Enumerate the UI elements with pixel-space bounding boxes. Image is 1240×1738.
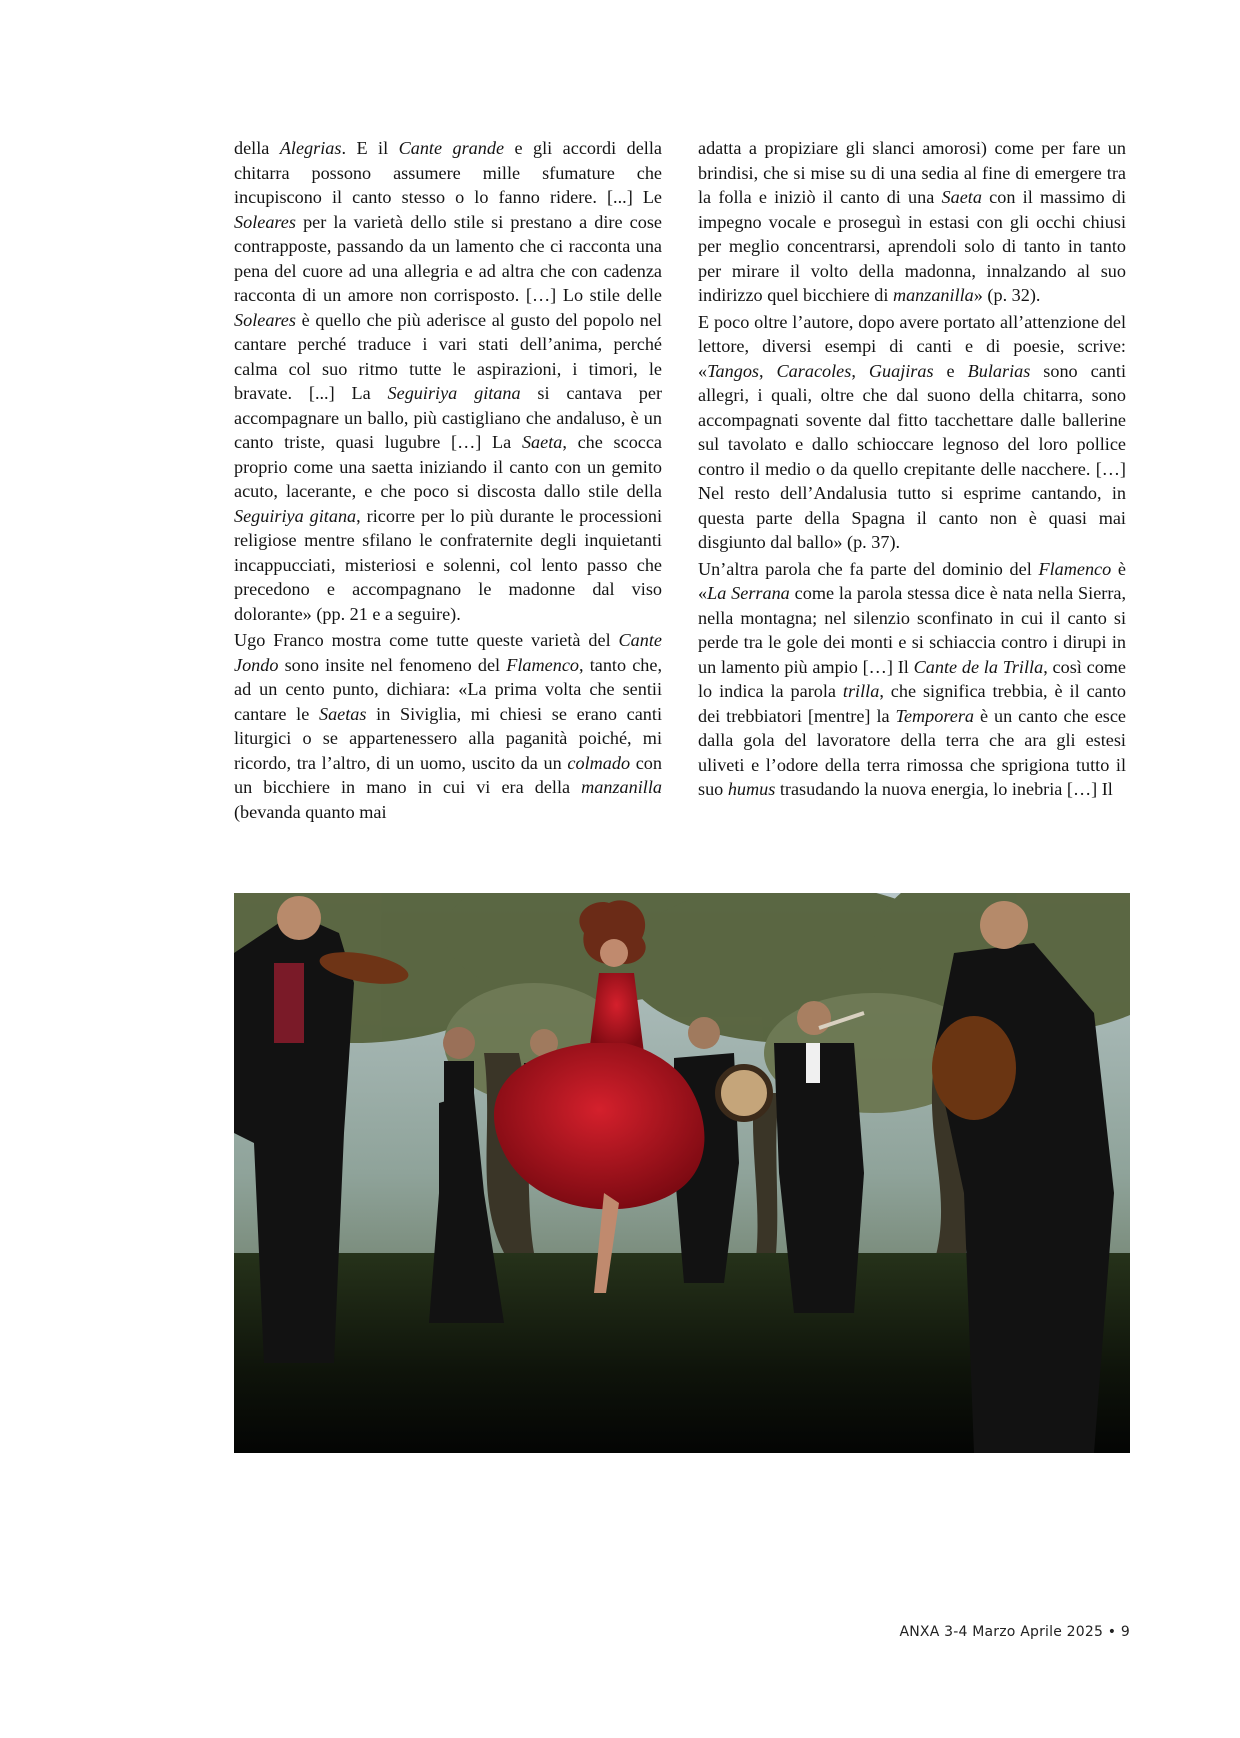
paragraph — [698, 557, 1126, 802]
text-column-left — [234, 136, 662, 824]
text-run: Ugo Franco mostra come tutte queste varietà del — [234, 630, 619, 650]
text-run: trasudando la nuova energia, lo inebria […] Il — [775, 779, 1113, 799]
text-run: , che scocca proprio come una saetta iniziando il canto con un gemito acuto, lacerante, e che poco si discosta dallo stile della — [234, 432, 663, 501]
italic-term: La Serrana — [707, 583, 790, 603]
text-run: , così come lo indica la parola — [698, 656, 1127, 701]
text-run: sono insite nel fenomeno del — [278, 654, 507, 675]
flamenco-band-photo — [234, 893, 1130, 1453]
italic-term: Flamenco — [506, 654, 579, 675]
paragraph — [698, 136, 1126, 308]
text-run: e gli accordi della chitarra possono assumere mille sfumature che incupiscono il canto stesso o lo fanno ridere. [...] Le — [234, 138, 662, 207]
text-run: E poco oltre l’autore, dopo avere portato all’attenzione del lettore, diversi esempi di canti e di poesie, scrive: « — [698, 311, 1126, 381]
text-run: , — [851, 360, 869, 381]
italic-term: trilla — [842, 681, 880, 701]
italic-term: Flamenco — [1038, 558, 1112, 579]
page-number: 9 — [1120, 1624, 1130, 1640]
italic-term: Guajiras — [868, 360, 934, 381]
text-run: per la varietà dello stile si prestano a dire cose contrapposte, passando da un lamento che ci racconta una pena del cuore ad una allegria e ad altra che con cadenza racconta di un amore non corrisposto. […] Lo stile delle — [234, 211, 662, 305]
text-run: e — [933, 360, 968, 381]
text-run: (bevanda quanto mai — [234, 801, 387, 822]
italic-term: Bularias — [967, 360, 1031, 381]
text-run: , ricorre per lo più durante le processioni religiose mentre sfilano le confraternite degli inquietanti incappucciati, misteriosi e solenni, col lento passo che precedono e accompagnano le madonne dal viso dolorante» (pp. 21 e a seguire). — [234, 505, 663, 624]
text-run: . E il — [341, 138, 399, 158]
text-run: Un’altra parola che fa parte del dominio del — [698, 558, 1039, 579]
italic-term: colmado — [567, 752, 631, 773]
italic-term: Soleares — [234, 211, 296, 232]
text-run: è un canto che esce dalla gola del lavoratore della terra che ara gli estesi uliveti e l’odore della terra rimossa che sprigiona tutto il suo — [698, 705, 1126, 799]
publication-name: ANXA 3-4 Marzo Aprile 2025 — [899, 1624, 1104, 1640]
paragraph — [698, 310, 1126, 555]
text-run: sono canti allegri, i quali, oltre che dal suono della chitarra, sono accompagnati sovente dal fitto tacchettare dalle ballerine sul tavolato e dallo schioccare legnoso del loro pollice contro il medio o da quello crepitante delle nacchere. […] Nel resto dell’Andalusia tutto si esprime cantando, in questa parte della Spagna il canto non è quasi mai disgiunto dal ballo» (p. 37). — [698, 360, 1126, 552]
italic-term: manzanilla — [581, 777, 662, 797]
italic-term: Caracoles — [776, 360, 852, 381]
text-run: » (p. 32). — [973, 285, 1041, 305]
footer-bullet: • — [1107, 1624, 1117, 1640]
text-run: si cantava per accompagnare un ballo, più castigliano che andaluso, è un canto triste, quasi lugubre […] La — [234, 383, 663, 452]
italic-term: humus — [727, 779, 776, 799]
italic-term: Temporera — [895, 705, 975, 726]
italic-term: Saeta — [941, 187, 982, 207]
text-run: come la parola stessa dice è nata nella Sierra, nella montagna; nel silenzio sconfinato in cui il canto si perde tra le gole dei monti e si schiaccia contro i dirupi in un lamento più ampio […] Il — [698, 583, 1127, 677]
italic-term: Seguiriya gitana — [234, 505, 357, 526]
text-run: in Siviglia, mi chiesi se erano canti liturgici o se appartenessero alla paganità poiché, mi ricordo, tra l’altro, di un uomo, uscito da un — [234, 703, 662, 773]
text-column-right — [698, 136, 1126, 802]
italic-term: Cante Jondo — [234, 630, 662, 675]
text-run: , tanto che, ad un cento punto, dichiara: «La prima volta che sentii cantare le — [234, 654, 662, 724]
text-run: , — [759, 360, 777, 381]
italic-term: Alegrias — [279, 138, 342, 158]
italic-term: Soleares — [234, 309, 296, 330]
text-run: con un bicchiere in mano in cui vi era della — [234, 752, 662, 797]
paragraph — [234, 136, 662, 626]
paragraph — [234, 628, 662, 824]
text-run: è « — [698, 558, 1126, 603]
text-run: adatta a propiziare gli slanci amorosi) come per fare un brindisi, che si mise su di una sedia al fine di emergere tra la folla e iniziò il canto di una — [698, 138, 1126, 207]
italic-term: Saeta — [521, 432, 563, 452]
text-run: , che significa trebbia, è il canto dei trebbiatori [mentre] la — [698, 681, 1126, 726]
italic-term: Cante grande — [398, 138, 505, 158]
page-footer — [899, 1624, 1130, 1640]
italic-term: manzanilla — [892, 285, 974, 305]
italic-term: Saetas — [318, 703, 367, 724]
text-run: della — [234, 138, 280, 158]
text-run: con il massimo di impegno vocale e proseguì in estasi con gli occhi chiusi per meglio concentrarsi, aprendoli solo di tanto in tanto per mirare il volto della madonna, innalzando al suo indirizzo quel bicchiere di — [698, 187, 1126, 305]
italic-term: Cante de la Trilla — [913, 656, 1044, 677]
text-run: è quello che più aderisce al gusto del popolo nel cantare perché traduce i vari stati dell’anima, perché calma col suo ritmo tutte le aspirazioni, i timori, le bravate. [...] La — [234, 309, 662, 403]
italic-term: Seguiriya gitana — [387, 383, 521, 403]
italic-term: Tangos — [707, 360, 759, 381]
